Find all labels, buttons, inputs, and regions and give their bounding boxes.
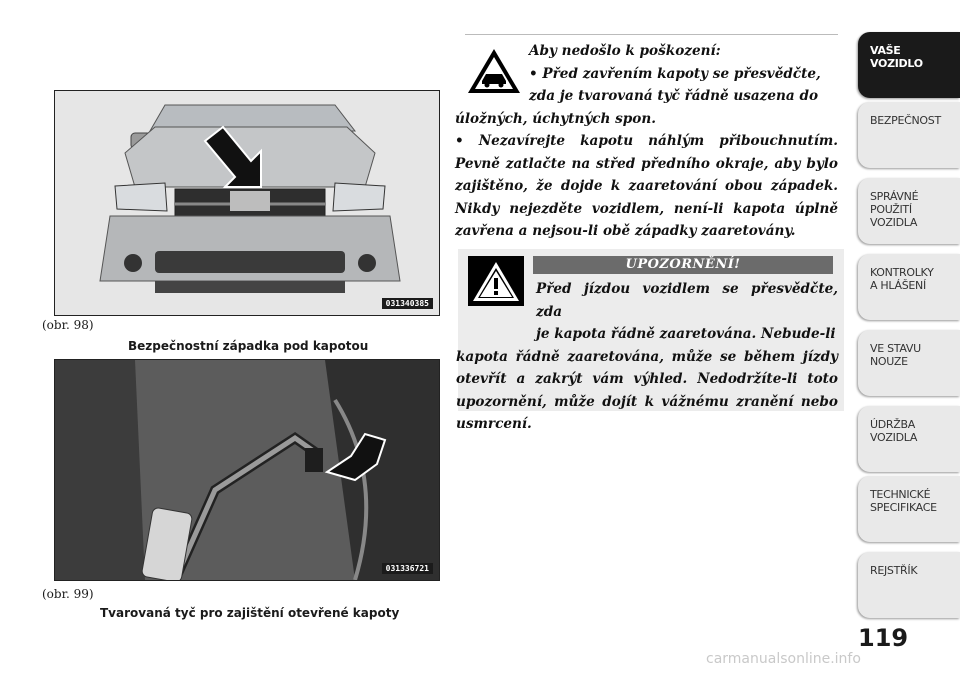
tab-label: VAŠE <box>870 44 901 57</box>
warning-line-2: je kapota řádně zaaretována. Nebude-li <box>536 326 836 342</box>
notice-bullet-1a: • Před zavřením kapoty se přesvědčte, <box>529 65 821 82</box>
tab-label: POUŽITÍ <box>870 203 912 216</box>
tab-rejstrik[interactable] <box>858 552 960 618</box>
notice-bullet-2: • Nezavírejte kapotu náhlým přibouchnutím. Pevně zatlačte na střed předního okraje, aby bylo zajištěno, že dojde k zaaretování obou západek. Nikdy nejezděte vozidlem, není-li kapota úplně zavřena a nejsou-li obě západky zaaretovány. <box>455 133 838 239</box>
warning-rest: kapota řádně zaaretována, může se během jízdy otevřít a zakrýt vám výhled. Nedodržíte-li toto upozornění, může dojít k vážnému zranění nebo usmrcení. <box>456 348 838 432</box>
tab-label: TECHNICKÉ <box>870 488 931 501</box>
figure-ref: (obr. 98) <box>42 318 94 332</box>
tab-udrzba[interactable] <box>858 406 960 472</box>
tab-label: ÚDRŽBA <box>870 418 915 431</box>
figure-code: 031340385 <box>382 298 433 309</box>
figure-caption: Bezpečnostní západka pod kapotou <box>128 339 369 353</box>
tab-label: VOZIDLO <box>870 57 923 70</box>
tab-label: BEZPEČNOST <box>870 114 941 127</box>
page-number: 119 <box>858 624 909 652</box>
tab-label: A HLÁŠENÍ <box>870 279 926 292</box>
warning-title: UPOZORNĚNÍ! <box>533 256 833 274</box>
tab-label: SPECIFIKACE <box>870 501 937 514</box>
warning-line-1: Před jízdou vozidlem se přesvědčte, zda <box>536 281 838 320</box>
tab-label: REJSTŘÍK <box>870 564 918 577</box>
tab-ve-stavu-nouze[interactable] <box>858 330 960 396</box>
tab-spravne-pouziti[interactable] <box>858 178 960 244</box>
figure-ref: (obr. 99) <box>42 587 94 601</box>
warning-text <box>456 278 838 436</box>
notice-bullet-1c: úložných, úchytných spon. <box>455 110 656 127</box>
prop-rod-illustration <box>55 360 439 580</box>
figure-prop-rod <box>54 359 440 581</box>
tab-label: VE STAVU <box>870 342 921 355</box>
tab-technicke[interactable] <box>858 476 960 542</box>
figure-hood-latch <box>54 90 440 316</box>
tab-kontrolky[interactable] <box>858 254 960 320</box>
notice-text <box>455 40 838 243</box>
tab-label: SPRÁVNÉ <box>870 190 919 203</box>
tab-bezpecnost[interactable] <box>858 102 960 168</box>
tab-label: KONTROLKY <box>870 266 934 279</box>
notice-bullet-1b: zda je tvarovaná tyč řádně usazena do <box>529 88 819 104</box>
tab-label: VOZIDLA <box>870 431 918 444</box>
car-front-illustration <box>55 91 439 315</box>
figure-caption: Tvarovaná tyč pro zajištění otevřené kapoty <box>100 606 400 620</box>
notice-divider <box>465 34 838 35</box>
tab-label: VOZIDLA <box>870 216 918 229</box>
tab-label: NOUZE <box>870 355 908 368</box>
figure-code: 031336721 <box>382 563 433 574</box>
watermark: carmanualsonline.info <box>706 651 861 667</box>
notice-heading: Aby nedošlo k poškození: <box>529 43 721 59</box>
tab-vase-vozidlo[interactable] <box>858 32 960 98</box>
